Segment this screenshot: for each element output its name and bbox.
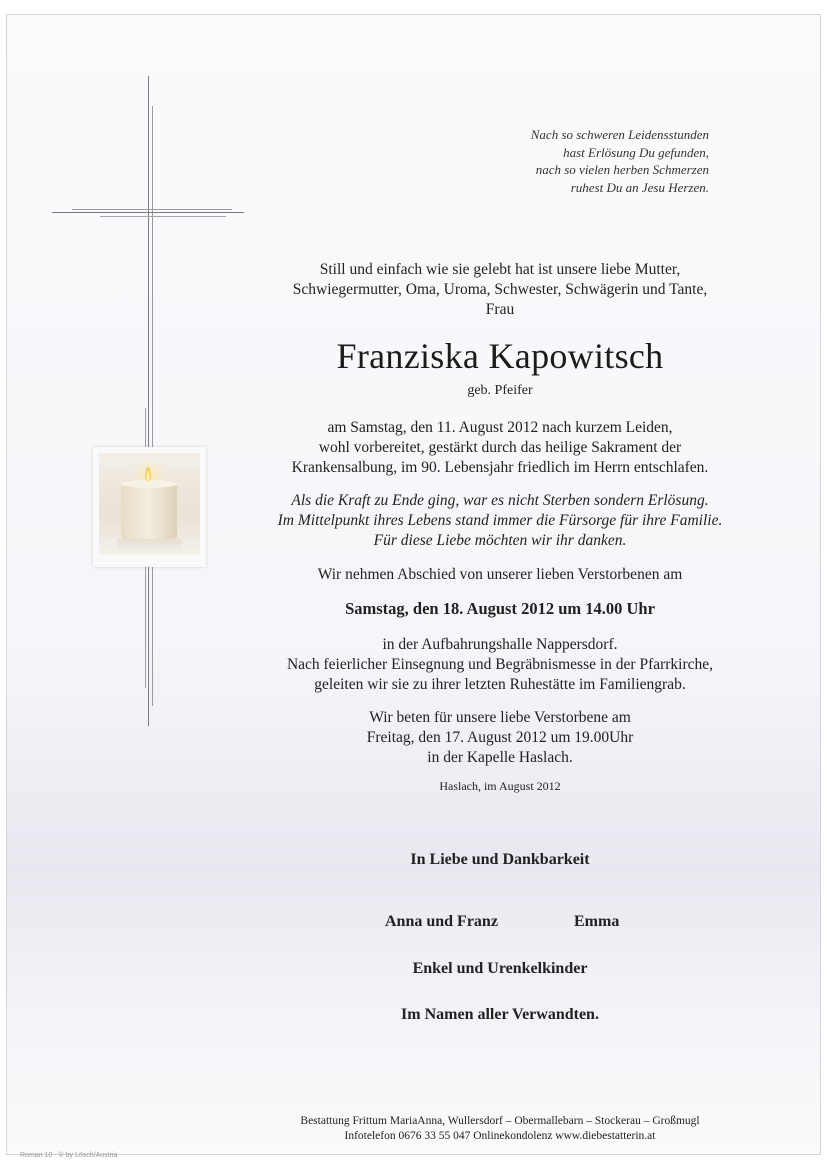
prayer-line: in der Kapelle Haslach.: [427, 749, 573, 766]
prayer-line: Wir beten für unsere liebe Verstorbene am: [369, 709, 631, 726]
prayer-notice: [260, 708, 740, 768]
tribute-line: Im Mittelpunkt ihres Lebens stand immer die Fürsorge für ihre Familie.: [277, 512, 723, 529]
death-notice-line: am Samstag, den 11. August 2012 nach kurzem Leiden,: [327, 419, 673, 436]
mourner-first: Anna und Franz: [385, 913, 498, 930]
footer-line: Infotelefon 0676 33 55 047 Onlinekondolenz www.diebestatterin.at: [344, 1130, 656, 1142]
funeral-details-line: in der Aufbahrungshalle Nappersdorf.: [382, 636, 618, 653]
farewell-intro: Wir nehmen Abschied von unserer lieben Verstorbenen am: [317, 566, 683, 583]
mourner-second: Emma: [574, 913, 620, 930]
prayer-line: Freitag, den 17. August 2012 um 19.00Uhr: [366, 729, 634, 746]
intro-line: Schwiegermutter, Oma, Uroma, Schwester, Schwägerin und Tante,: [292, 281, 708, 298]
death-notice-line: wohl vorbereitet, gestärkt durch das heilige Sakrament der: [318, 439, 682, 456]
poem-line: Nach so schweren Leidensstunden: [530, 127, 709, 142]
place-date: Haslach, im August 2012: [439, 779, 561, 793]
funeral-details: [260, 635, 740, 695]
poem-line: hast Erlösung Du gefunden,: [563, 144, 709, 160]
closing-phrase: In Liebe und Dankbarkeit: [410, 851, 590, 868]
death-notice-line: Krankensalbung, im 90. Lebensjahr friedlich im Herrn entschlafen.: [291, 459, 709, 476]
tribute-line: Für diese Liebe möchten wir ihr danken.: [373, 532, 627, 549]
funeral-home-footer: [200, 1114, 800, 1144]
intro-line: Still und einfach wie sie gelebt hat ist unsere liebe Mutter,: [319, 261, 681, 278]
mourner-grandchildren: Enkel und Urenkelkinder: [412, 960, 588, 977]
funeral-details-line: geleiten wir sie zu ihrer letzten Ruhestätte im Familiengrab.: [314, 676, 686, 693]
deceased-name: Franziska Kapowitsch: [336, 336, 664, 376]
tribute-line: Als die Kraft zu Ende ging, war es nicht Sterben sondern Erlösung.: [291, 492, 709, 509]
candle-photo: [93, 447, 206, 567]
footer-line: Bestattung Frittum MariaAnna, Wullersdorf – Obermallebarn – Stockerau – Großmugl: [300, 1115, 700, 1127]
death-notice: [260, 418, 740, 478]
maiden-name: geb. Pfeifer: [467, 383, 533, 398]
intro-paragraph: [260, 260, 740, 320]
mourner-relatives: Im Namen aller Verwandten.: [401, 1006, 599, 1023]
funeral-details-line: Nach feierlicher Einsegnung und Begräbnismesse in der Pfarrkirche,: [286, 656, 714, 673]
funeral-date: Samstag, den 18. August 2012 um 14.00 Uhr: [345, 599, 655, 618]
poem: [531, 126, 709, 196]
candle-flame-icon: [145, 467, 151, 482]
poem-line: ruhest Du an Jesu Herzen.: [570, 179, 709, 195]
poem-line: nach so vielen herben Schmerzen: [535, 162, 709, 177]
tribute: [260, 491, 740, 551]
template-credit: Roman 10 - © by Lösch/Austria: [20, 1152, 118, 1159]
intro-line: Frau: [485, 301, 515, 318]
